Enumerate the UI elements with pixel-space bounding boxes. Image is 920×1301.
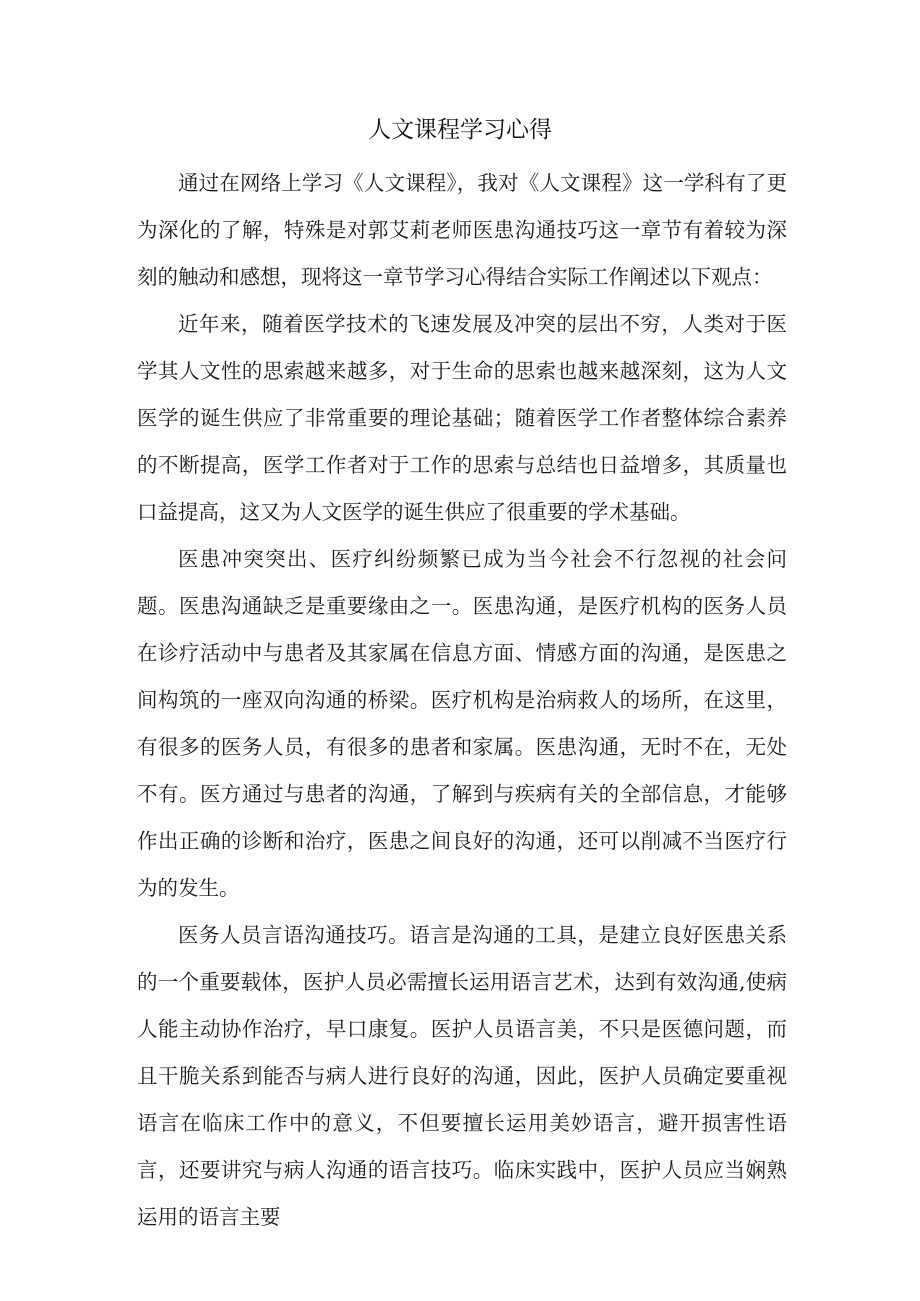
paragraph-intro: 通过在网络上学习《人文课程》，我对《人文课程》这一学科有了更为深化的了解，特殊是对郭艾莉老师医患沟通技巧这一章节有着较为深刻的触动和感想，现将这一章节学习心得结合实际工作阐述以下观点： (137, 171, 787, 289)
paragraph-language-skills: 医务人员言语沟通技巧。语言是沟通的工具，是建立良好医患关系的一个重要载体，医护人员必需擅长运用语言艺术，达到有效沟通,使病人能主动协作治疗，早口康复。医护人员语言美，不只是医德问题，而且干脆关系到能否与病人进行良好的沟通，因此，医护人员确定要重视语言在临床工作中的意义，不但要擅长运用美妙语言，避开损害性语言，还要讲究与病人沟通的语言技巧。临床实践中，医护人员应当娴熟运用的语言主要 (137, 923, 787, 1229)
document-title: 人文课程学习心得 (368, 117, 552, 143)
document-body (137, 160, 787, 1241)
paragraph-background: 近年来，随着医学技术的飞速发展及冲突的层出不穷，人类对于医学其人文性的思索越来越多，对于生命的思索也越来越深刻，这为人文医学的诞生供应了非常重要的理论基础；随着医学工作者整体综合素养的不断提高，医学工作者对于工作的思索与总结也日益增多，其质量也口益提高，这又为人文医学的诞生供应了很重要的学术基础。 (137, 312, 787, 524)
paragraph-communication: 医患冲突突出、医疗纠纷频繁已成为当今社会不行忽视的社会问题。医患沟通缺乏是重要缘由之一。医患沟通，是医疗机构的医务人员在诊疗活动中与患者及其家属在信息方面、情感方面的沟通，是医患之间构筑的一座双向沟通的桥梁。医疗机构是治病救人的场所，在这里，有很多的医务人员，有很多的患者和家属。医患沟通，无时不在，无处不有。医方通过与患者的沟通，了解到与疾病有关的全部信息，才能够作出正确的诊断和治疗，医患之间良好的沟通，还可以削减不当医疗行为的发生。 (137, 547, 787, 900)
